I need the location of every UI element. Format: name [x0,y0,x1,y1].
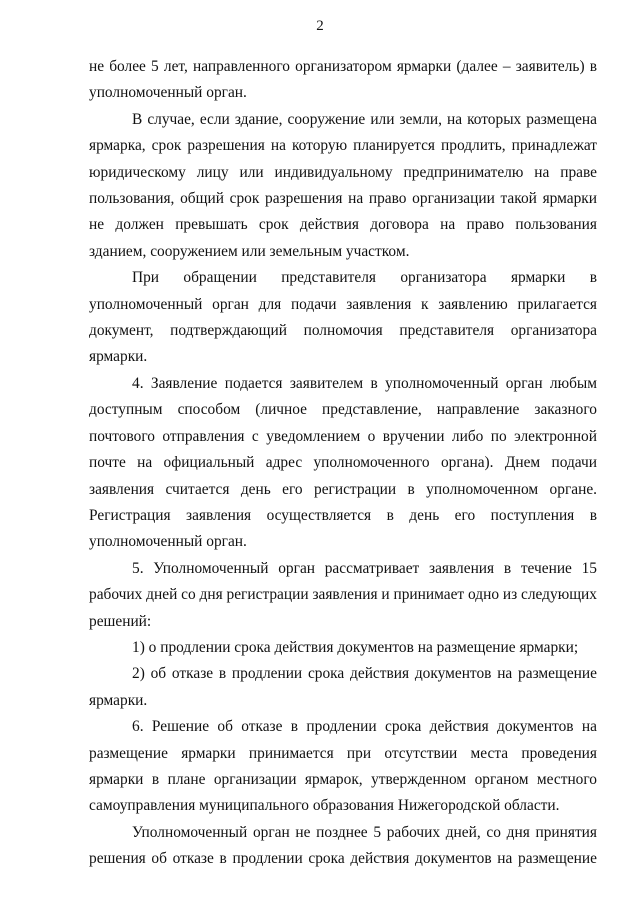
decision-option-2: 2) об отказе в продлении срока действия документов на размещение ярмарки. [89,665,597,709]
paragraph-representative: При обращении представителя организатора ярмарки в уполномоченный орган для подачи заявления к заявлению прилагается документ, подтверждающий полномочия представителя организатора ярмарки. [89,269,597,366]
paragraph-continuation: не более 5 лет, направленного организатором ярмарки (далее – заявитель) в уполномоченный орган. [89,58,597,102]
paragraph-item-4: 4. Заявление подается заявителем в уполномоченный орган любым доступным способом (личное представление, направление заказного почтового отправления с уведомлением о вручении либо по электронной почте на официальный адрес уполномоченного органа). Днем подачи заявления считается день его регистрации в уполномоченном органе. Регистрация заявления осуществляется в день его поступления в уполномоченный орган. [89,374,597,551]
paragraph-item-6: 6. Решение об отказе в продлении срока действия документов на размещение ярмарки принимается при отсутствии места проведения ярмарки в плане организации ярмарок, утвержденном органом местного самоуправления муниципального образования Нижегородской области. [89,718,597,815]
document-body [89,54,597,873]
page-number: 2 [316,18,324,34]
paragraph-item-5: 5. Уполномоченный орган рассматривает заявления в течение 15 рабочих дней со дня регистрации заявления и принимает одно из следующих решений: [89,559,597,630]
paragraph-refusal-notice: Уполномоченный орган не позднее 5 рабочих дней, со дня принятия решения об отказе в продлении срока действия документов на размещение [89,823,597,868]
paragraph-building-ownership: В случае, если здание, сооружение или земли, на которых размещена ярмарка, срок разрешения на которую планируется продлить, принадлежат юридическому лицу или индивидуальному предпринимателю на праве пользования, общий срок разрешения на право организации такой ярмарки не должен превышать срок действия договора на право пользования зданием, сооружением или земельным участком. [89,110,597,260]
decision-option-1: 1) о продлении срока действия документов на размещение ярмарки; [132,638,579,656]
